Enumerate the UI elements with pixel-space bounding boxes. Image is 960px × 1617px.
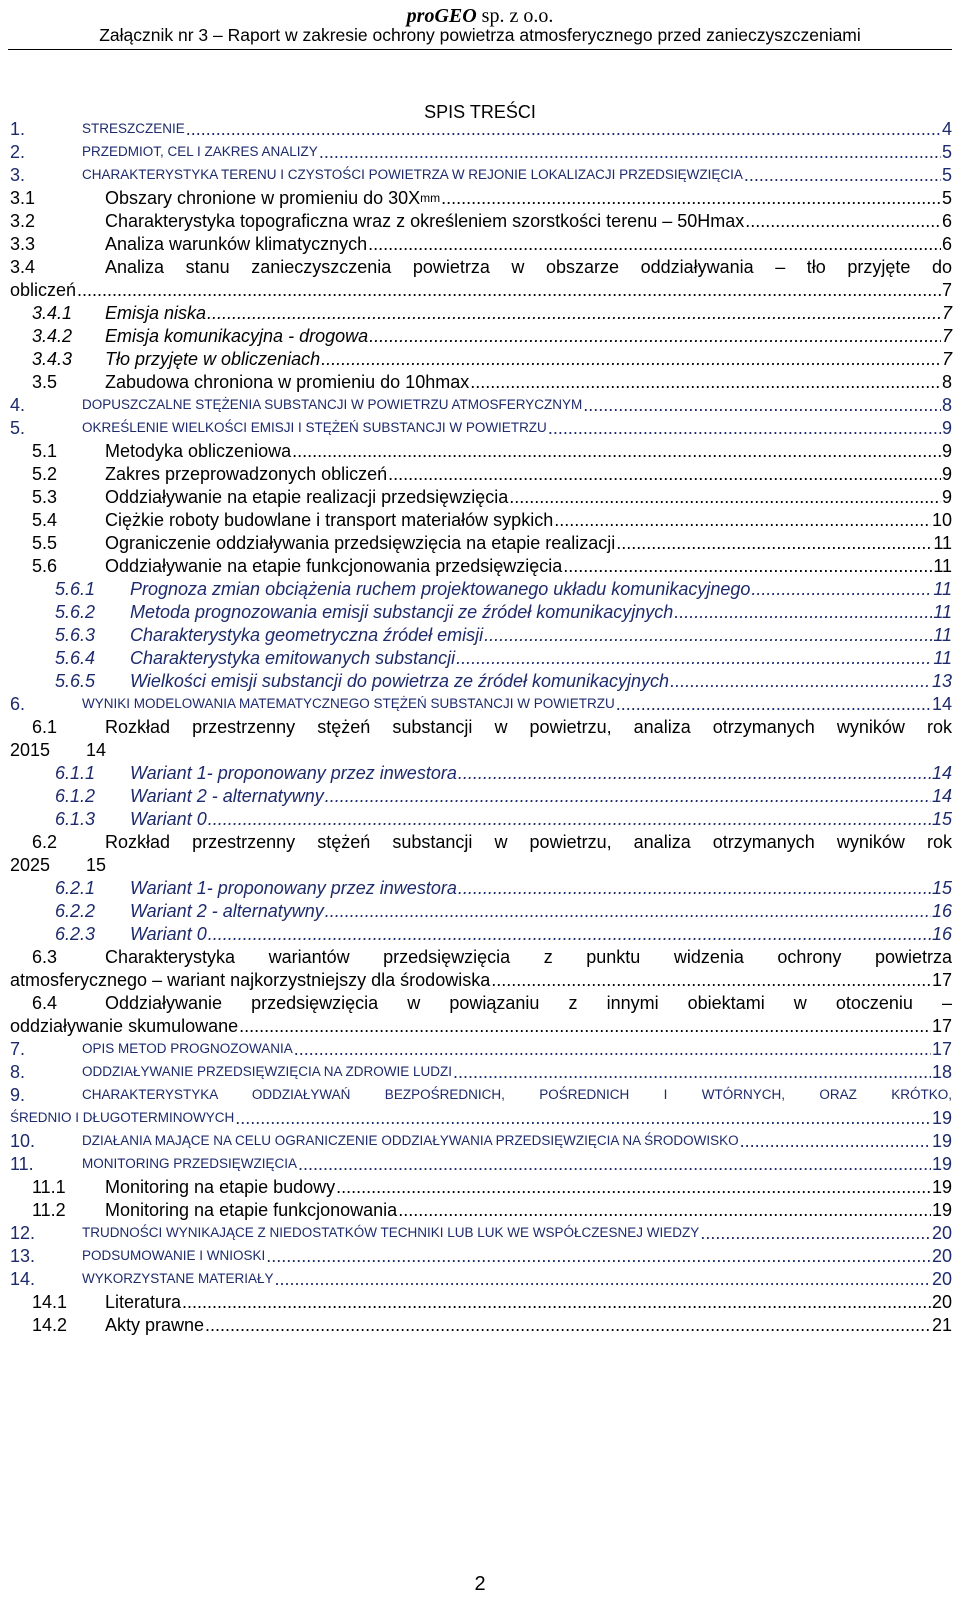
toc-entry[interactable] (10, 622, 952, 646)
toc-leader-dots (745, 210, 941, 232)
toc-entry-page: 15 (86, 855, 107, 875)
toc-entry-title: Wariant 2 - alternatywny (130, 901, 324, 921)
toc-entry-number: 3.5 (32, 372, 58, 392)
toc-entry-number: 6.2 (32, 832, 58, 852)
toc-leader-dots (740, 1130, 931, 1152)
toc-entry-title-continuation: ŚREDNIO I DŁUGOTERMINOWYCH (10, 1110, 235, 1125)
toc-entry-title: Metoda prognozowania emisji substancji ze źródeł komunikacyjnych (130, 602, 674, 622)
toc-leader-dots (509, 486, 941, 508)
toc-entry-title: Monitoring na etapie budowy (105, 1177, 336, 1197)
toc-entry-page: 11 (933, 602, 952, 622)
toc-entry-number: 3.1 (10, 188, 36, 208)
toc-entry[interactable] (10, 346, 952, 370)
toc-entry-page: 14 (931, 694, 952, 714)
toc-entry[interactable] (10, 185, 952, 209)
toc-entry[interactable] (10, 1312, 952, 1336)
toc-entry-title-continuation: atmosferycznego – wariant najkorzystniejszy dla środowiska (10, 970, 491, 990)
toc-entry[interactable] (10, 576, 952, 600)
toc-entry-page: 5 (941, 142, 952, 162)
toc-entry-continuation[interactable] (10, 967, 952, 991)
toc-leader-dots (208, 923, 931, 945)
toc-entry-number: 5.6.2 (55, 602, 96, 622)
toc-entry-number: 5.2 (32, 464, 58, 484)
toc-entry-page: 17 (931, 1016, 952, 1036)
toc-leader-dots (398, 1199, 931, 1221)
toc-leader-dots (456, 647, 932, 669)
toc-entry-title: Emisja komunikacyjna - drogowa (105, 326, 369, 346)
toc-entry-title: OPIS METOD PROGNOZOWANIA (82, 1041, 293, 1056)
toc-entry-number: 6. (10, 694, 26, 714)
toc-entry-number: 5.6.4 (55, 648, 96, 668)
toc-entry[interactable] (10, 1036, 952, 1060)
toc-entry-number: 14. (10, 1269, 36, 1289)
toc-entry-title: Wariant 0 (130, 924, 207, 944)
toc-entry-number: 3.2 (10, 211, 36, 231)
toc-entry[interactable] (10, 990, 952, 1014)
toc-entry-number: 5.6 (32, 556, 58, 576)
toc-entry[interactable] (10, 208, 952, 232)
toc-entry-continuation[interactable] (10, 1105, 952, 1129)
toc-entry-continuation[interactable] (10, 737, 952, 761)
toc-entry-title: Obszary chronione w promieniu do 30X (105, 188, 421, 208)
toc-entry-title: WYNIKI MODELOWANIA MATEMATYCZNEGO STĘŻEŃ SUBSTANCJI W POWIETRZU (82, 696, 615, 711)
toc-entry-title: DZIAŁANIA MAJĄCE NA CELU OGRANICZENIE ODDZIAŁYWANIA PRZEDSIĘWZIĘCIA NA ŚRODOWISKO (82, 1133, 739, 1148)
toc-entry-title: Prognoza zmian obciążenia ruchem projektowanego układu komunikacyjnego (130, 579, 751, 599)
toc-entry-page: 5 (941, 165, 952, 185)
toc-leader-dots (670, 670, 931, 692)
toc-entry[interactable] (10, 944, 952, 968)
toc-entry-title: CHARAKTERYSTYKA TERENU I CZYSTOŚCI POWIETRZA W REJONIE LOKALIZACJI PRZEDSIĘWZIĘCIA (82, 167, 743, 182)
toc-leader-dots (77, 279, 941, 301)
toc-entry-page: 9 (941, 418, 952, 438)
toc-entry-number: 14.1 (32, 1292, 68, 1312)
toc-entry-number: 6.1 (32, 717, 58, 737)
toc-entry-title: Wariant 1- proponowany przez inwestora (130, 763, 457, 783)
toc-entry-page: 14 (931, 786, 952, 806)
toc-entry-page: 17 (931, 970, 952, 990)
toc-entry[interactable] (10, 1059, 952, 1083)
toc-leader-dots (744, 164, 941, 186)
toc-entry[interactable] (10, 691, 952, 715)
toc-entry-page: 18 (931, 1062, 952, 1082)
toc-entry[interactable] (10, 231, 952, 255)
toc-leader-dots (369, 325, 941, 347)
toc-entry[interactable] (10, 829, 952, 853)
header-rule (8, 49, 952, 50)
toc-entry-title: Ograniczenie oddziaływania przedsięwzięcia na etapie realizacji (105, 533, 616, 553)
toc-entry[interactable] (10, 921, 952, 945)
toc-entry-number: 11. (10, 1154, 34, 1174)
toc-entry-page: 15 (931, 809, 952, 829)
toc-entry-page: 6 (941, 234, 952, 254)
toc-entry-page: 17 (931, 1039, 952, 1059)
toc-entry-title: Analiza stanu zanieczyszczenia powietrza w obszarze oddziaływania – tło przyjęte do (105, 257, 952, 277)
toc-entry-number: 7. (10, 1039, 26, 1059)
toc-entry-number: 6.2.1 (55, 878, 96, 898)
toc-entry[interactable] (10, 254, 952, 278)
toc-entry-page: 11 (933, 579, 952, 599)
toc-leader-dots (336, 1176, 931, 1198)
toc-entry[interactable] (10, 369, 952, 393)
toc-entry-title: Wariant 2 - alternatywny (130, 786, 324, 806)
toc-entry-number: 5.6.3 (55, 625, 96, 645)
toc-entry-page: 19 (931, 1131, 952, 1151)
toc-entry-number: 6.2.3 (55, 924, 96, 944)
toc-entry-number: 8. (10, 1062, 26, 1082)
toc-entry-number: 3.3 (10, 234, 36, 254)
toc-entry[interactable] (10, 1243, 952, 1267)
toc-entry-number: 6.1.3 (55, 809, 96, 829)
toc-leader-dots (266, 1245, 931, 1267)
toc-entry-number: 5.6.1 (55, 579, 96, 599)
toc-entry-number: 1. (10, 119, 26, 139)
toc-entry-title: Charakterystyka topograficzna wraz z określeniem szorstkości terenu – 50Hmax (105, 211, 745, 231)
toc-entry-page: 7 (941, 303, 952, 323)
toc-entry-title: Monitoring na etapie funkcjonowania (105, 1200, 398, 1220)
toc-leader-dots (239, 1015, 931, 1037)
toc-leader-dots (700, 1222, 931, 1244)
toc-entry-title: Zakres przeprowadzonych obliczeń (105, 464, 388, 484)
toc-entry[interactable] (10, 668, 952, 692)
toc-entry-title-continuation: 2015 (10, 740, 51, 760)
toc-entry[interactable] (10, 530, 952, 554)
toc-entry-page: 14 (931, 763, 952, 783)
toc-entry-title: Charakterystyka emitowanych substancji (130, 648, 456, 668)
toc-entry-title: ODDZIAŁYWANIE PRZEDSIĘWZIĘCIA NA ZDROWIE LUDZI (82, 1064, 453, 1079)
toc-entry-number: 13. (10, 1246, 36, 1266)
toc-entry-number: 11.1 (32, 1177, 66, 1197)
toc-entry-title: TRUDNOŚCI WYNIKAJĄCE Z NIEDOSTATKÓW TECHNIKI LUB LUK WE WSPÓŁCZESNEJ WIEDZY (82, 1225, 700, 1240)
toc-entry-title: Analiza warunków klimatycznych (105, 234, 368, 254)
toc-entry[interactable] (10, 599, 952, 623)
toc-entry[interactable] (10, 1289, 952, 1313)
toc-entry-number: 2. (10, 142, 26, 162)
toc-entry-number: 9. (10, 1085, 26, 1105)
toc-entry-title: Zabudowa chroniona w promieniu do 10hmax (105, 372, 470, 392)
toc-entry-number: 6.2.2 (55, 901, 96, 921)
company-suffix: sp. z o.o. (476, 5, 554, 27)
toc-entry-number: 3.4.2 (32, 326, 73, 346)
toc-leader-dots (583, 394, 941, 416)
toc-entry-title: Emisja niska (105, 303, 207, 323)
page-number: 2 (474, 1573, 486, 1595)
toc-entry-title: Wariant 0 (130, 809, 207, 829)
toc-entry[interactable] (10, 875, 952, 899)
toc-entry-page: 11 (933, 556, 952, 576)
toc-entry-page: 16 (931, 924, 952, 944)
toc-entry-page: 14 (86, 740, 107, 760)
toc-entry-page: 7 (941, 326, 952, 346)
toc-entry-title-continuation: oddziaływanie skumulowane (10, 1016, 239, 1036)
toc-entry-title: Wielkości emisji substancji do powietrza ze źródeł komunikacyjnych (130, 671, 670, 691)
toc-entry[interactable] (10, 116, 952, 140)
toc-entry-number: 5.5 (32, 533, 58, 553)
toc-entry-title-continuation: 2025 (10, 855, 51, 875)
toc-entry-page: 11 (933, 625, 952, 645)
toc-entry-page: 7 (941, 349, 952, 369)
toc-leader-dots (319, 141, 941, 163)
toc-entry-number: 6.3 (32, 947, 58, 967)
toc-entry-page: 8 (941, 372, 952, 392)
toc-entry[interactable] (10, 760, 952, 784)
toc-leader-dots (548, 417, 941, 439)
toc-entry[interactable] (10, 438, 952, 462)
toc-entry-page: 19 (931, 1108, 952, 1128)
toc-leader-dots (470, 371, 941, 393)
toc-entry-page: 20 (931, 1269, 952, 1289)
toc-entry-title: Charakterystyka wariantów przedsięwzięcia z punktu widzenia ochrony powietrza (105, 947, 952, 967)
toc-entry-number: 11.2 (32, 1200, 66, 1220)
toc-entry[interactable] (10, 323, 952, 347)
toc-entry[interactable] (10, 1197, 952, 1221)
toc-leader-dots (208, 808, 931, 830)
toc-leader-dots (186, 118, 941, 140)
toc-entry-page: 9 (941, 464, 952, 484)
toc-entry-page: 5 (941, 188, 952, 208)
toc-entry-title: DOPUSZCZALNE STĘŻENIA SUBSTANCJI W POWIETRZU ATMOSFERYCZNYM (82, 397, 583, 412)
toc-entry-page: 4 (941, 119, 952, 139)
toc-entry[interactable] (10, 461, 952, 485)
toc-leader-dots (441, 187, 941, 209)
toc-entry-page: 16 (931, 901, 952, 921)
toc-entry[interactable] (10, 415, 952, 439)
toc-entry-number: 5.6.5 (55, 671, 96, 691)
toc-leader-dots (368, 233, 941, 255)
toc-entry-title: PODSUMOWANIE I WNIOSKI (82, 1248, 266, 1263)
toc-entry-page: 7 (941, 280, 952, 300)
toc-leader-dots (182, 1291, 931, 1313)
toc-entry-page: 6 (941, 211, 952, 231)
toc-leader-dots (292, 440, 941, 462)
toc-entry-number: 6.4 (32, 993, 58, 1013)
toc-entry[interactable] (10, 1128, 952, 1152)
toc-entry-page: 19 (931, 1177, 952, 1197)
toc-entry-title: Tło przyjęte w obliczeniach (105, 349, 321, 369)
toc-entry[interactable] (10, 1266, 952, 1290)
toc-entry[interactable] (10, 1174, 952, 1198)
toc-leader-dots (491, 969, 931, 991)
toc-entry-number: 6.1.2 (55, 786, 96, 806)
toc-leader-dots (484, 624, 932, 646)
toc-entry-number: 6.1.1 (55, 763, 96, 783)
toc-entry-page: 10 (931, 510, 952, 530)
toc-entry-title: WYKORZYSTANE MATERIAŁY (82, 1271, 274, 1286)
toc-entry-title: Ciężkie roboty budowlane i transport materiałów sypkich (105, 510, 554, 530)
toc-entry-number: 3. (10, 165, 26, 185)
toc-leader-dots (325, 785, 931, 807)
toc-entry-continuation[interactable] (10, 277, 952, 301)
toc-entry[interactable] (10, 300, 952, 324)
toc-entry-title: OKREŚLENIE WIELKOŚCI EMISJI I STĘŻEŃ SUBSTANCJI W POWIETRZU (82, 420, 547, 435)
toc-entry[interactable] (10, 714, 952, 738)
toc-entry-title-continuation: obliczeń (10, 280, 77, 300)
toc-entry-title: Oddziaływanie na etapie funkcjonowania przedsięwzięcia (105, 556, 563, 576)
toc-entry-page: 19 (931, 1154, 952, 1174)
toc-entry[interactable] (10, 783, 952, 807)
toc-entry-number: 5. (10, 418, 26, 438)
toc-entry-page: 21 (931, 1315, 952, 1335)
toc-entry-number: 3.4.3 (32, 349, 73, 369)
toc-entry-page: 9 (941, 441, 952, 461)
toc-leader-dots (674, 601, 932, 623)
toc-entry-number: 4. (10, 395, 26, 415)
toc-entry-title-subscript: mm (420, 191, 441, 205)
toc-entry-title: Wariant 1- proponowany przez inwestora (130, 878, 457, 898)
toc-leader-dots (298, 1153, 931, 1175)
toc-entry-number: 5.4 (32, 510, 58, 530)
toc-entry[interactable] (10, 1151, 952, 1175)
toc-entry-number: 5.3 (32, 487, 58, 507)
toc-leader-dots (563, 555, 932, 577)
toc-entry[interactable] (10, 1082, 952, 1106)
toc-entry-title: Rozkład przestrzenny stężeń substancji w powietrzu, analiza otrzymanych wyników rok (105, 717, 952, 737)
toc-leader-dots (235, 1107, 931, 1129)
toc-leader-dots (751, 578, 932, 600)
toc-leader-dots (458, 762, 931, 784)
toc-entry-continuation[interactable] (10, 852, 952, 876)
toc-entry-number: 14.2 (32, 1315, 68, 1335)
toc-entry-page: 20 (931, 1223, 952, 1243)
toc-leader-dots (453, 1061, 931, 1083)
toc-entry-number: 12. (10, 1223, 36, 1243)
toc-entry-page: 20 (931, 1292, 952, 1312)
toc-entry-page: 19 (931, 1200, 952, 1220)
toc-entry-page: 15 (931, 878, 952, 898)
toc-entry-title: Oddziaływanie przedsięwzięcia w powiązaniu z innymi obiektami w otoczeniu – (105, 993, 952, 1013)
toc-entry-number: 5.1 (32, 441, 58, 461)
toc-entry-page: 11 (933, 533, 952, 553)
toc-entry-page: 20 (931, 1246, 952, 1266)
toc-leader-dots (294, 1038, 931, 1060)
toc-entry-title: Akty prawne (105, 1315, 205, 1335)
toc-entry-title: PRZEDMIOT, CEL I ZAKRES ANALIZY (82, 144, 318, 159)
toc-leader-dots (207, 302, 941, 324)
toc-entry-title: Charakterystyka geometryczna źródeł emisji (130, 625, 484, 645)
toc-leader-dots (458, 877, 931, 899)
toc-entry[interactable] (10, 898, 952, 922)
page-header-subtitle: Załącznik nr 3 – Raport w zakresie ochrony powietrza atmosferycznego przed zanieczyszczeniami (99, 25, 861, 45)
toc-entry-title: Rozkład przestrzenny stężeń substancji w powietrzu, analiza otrzymanych wyników rok (105, 832, 952, 852)
toc-leader-dots (554, 509, 931, 531)
toc-leader-dots (388, 463, 941, 485)
toc-entry[interactable] (10, 507, 952, 531)
toc-entry[interactable] (10, 162, 952, 186)
toc-entry-number: 3.4.1 (32, 303, 73, 323)
toc-entry-continuation[interactable] (10, 1013, 952, 1037)
toc-entry[interactable] (10, 1220, 952, 1244)
toc-entry[interactable] (10, 139, 952, 163)
toc-entry[interactable] (10, 553, 952, 577)
toc-entry-title: Metodyka obliczeniowa (105, 441, 292, 461)
toc-entry[interactable] (10, 806, 952, 830)
toc-leader-dots (325, 900, 931, 922)
toc-entry-title: Literatura (105, 1292, 182, 1312)
toc-leader-dots (616, 693, 931, 715)
toc-leader-dots (275, 1268, 931, 1290)
toc-title: SPIS TREŚCI (424, 102, 536, 122)
toc-entry[interactable] (10, 484, 952, 508)
toc-entry[interactable] (10, 392, 952, 416)
toc-leader-dots (205, 1314, 931, 1336)
toc-leader-dots (321, 348, 941, 370)
toc-entry-number: 3.4 (10, 257, 36, 277)
toc-entry-page: 13 (931, 671, 952, 691)
toc-leader-dots (616, 532, 932, 554)
toc-entry-page: 8 (941, 395, 952, 415)
toc-entry-number: 10. (10, 1131, 36, 1151)
toc-entry[interactable] (10, 645, 952, 669)
company-brand: proGEO (406, 5, 477, 27)
toc-entry-title: Oddziaływanie na etapie realizacji przedsięwzięcia (105, 487, 509, 507)
toc-entry-page: 9 (941, 487, 952, 507)
toc-entry-title: STRESZCZENIE (82, 121, 185, 136)
toc-entry-page: 11 (933, 648, 952, 668)
toc-entry-title: MONITORING PRZEDSIĘWZIĘCIA (82, 1156, 298, 1171)
toc-entry-title: CHARAKTERYSTYKA ODDZIAŁYWAŃ BEZPOŚREDNICH, POŚREDNICH I WTÓRNYCH, ORAZ KRÓTKO, (82, 1087, 952, 1102)
